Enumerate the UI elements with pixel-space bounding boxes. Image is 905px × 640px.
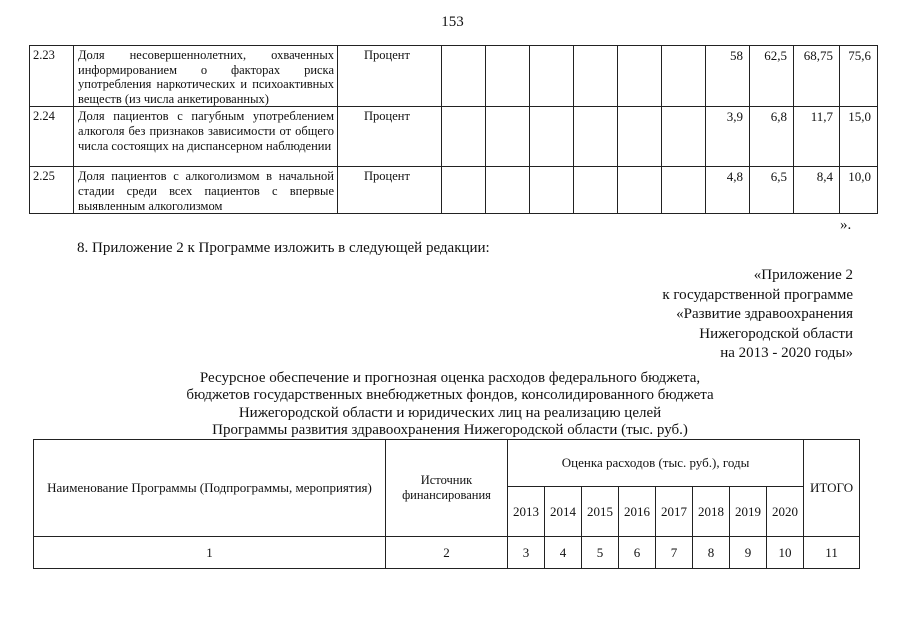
header-total: ИТОГО: [804, 440, 860, 537]
appendix-line: «Развитие здравоохранения: [676, 306, 853, 322]
empty-cell: [618, 46, 662, 107]
column-number: 3: [508, 537, 545, 569]
column-number: 1: [34, 537, 386, 569]
year-header: 2013: [508, 487, 545, 537]
header-program-name: Наименование Программы (Подпрограммы, мероприятия): [34, 440, 386, 537]
indicator-value: 75,6: [840, 46, 878, 107]
empty-cell: [442, 107, 486, 167]
empty-cell: [442, 46, 486, 107]
indicator-value: 6,8: [750, 107, 794, 167]
title-line: бюджетов государственных внебюджетных фондов, консолидированного бюджета: [186, 387, 714, 404]
indicator-value: 10,0: [840, 167, 878, 214]
empty-cell: [662, 167, 706, 214]
empty-cell: [530, 107, 574, 167]
header-expense-estimate: Оценка расходов (тыс. руб.), годы: [508, 440, 804, 487]
indicator-value: 58: [706, 46, 750, 107]
year-header: 2020: [767, 487, 804, 537]
paragraph-8: 8. Приложение 2 к Программе изложить в следующей редакции:: [77, 240, 490, 256]
empty-cell: [574, 167, 618, 214]
empty-cell: [530, 46, 574, 107]
indicator-number: 2.23: [30, 46, 74, 107]
title-line: Программы развития здравоохранения Нижегородской области (тыс. руб.): [212, 421, 688, 438]
empty-cell: [662, 46, 706, 107]
indicator-unit: Процент: [338, 107, 442, 167]
indicators-table: [29, 45, 878, 214]
indicator-value: 68,75: [794, 46, 840, 107]
appendix-line: на 2013 - 2020 годы»: [720, 345, 853, 361]
year-header: 2018: [693, 487, 730, 537]
appendix-line: к государственной программе: [662, 286, 853, 303]
resource-table: [33, 439, 860, 569]
empty-cell: [662, 107, 706, 167]
appendix-line: «Приложение 2: [753, 267, 853, 283]
empty-cell: [530, 167, 574, 214]
indicator-description: Доля пациентов с пагубным употреблением алкоголя без признаков зависимости от общего числа состоящих на диспансерном наблюдении: [74, 107, 338, 167]
section-title: [150, 370, 750, 439]
title-line: Нижегородской области и юридических лиц на реализацию целей: [238, 404, 662, 421]
year-header: 2019: [730, 487, 767, 537]
indicator-row: [30, 167, 878, 214]
indicator-unit: Процент: [338, 46, 442, 107]
column-number: 8: [693, 537, 730, 569]
empty-cell: [486, 46, 530, 107]
indicator-value: 4,8: [706, 167, 750, 214]
column-number: 7: [656, 537, 693, 569]
indicator-description: Доля несовершеннолетних, охваченных информированием о факторах риска употребления наркотических и психоактивных веществ (из числа анкетированных): [74, 46, 338, 107]
indicator-unit: Процент: [338, 167, 442, 214]
year-header: 2016: [619, 487, 656, 537]
indicator-value: 62,5: [750, 46, 794, 107]
empty-cell: [486, 167, 530, 214]
indicator-description: Доля пациентов с алкоголизмом в начальной стадии среди всех пациентов с впервые выявленным алкоголизмом: [74, 167, 338, 214]
title-line: Ресурсное обеспечение и прогнозная оценка расходов федерального бюджета,: [199, 370, 701, 386]
indicator-value: 15,0: [840, 107, 878, 167]
column-number: 4: [545, 537, 582, 569]
indicator-value: 3,9: [706, 107, 750, 167]
indicator-value: 11,7: [794, 107, 840, 167]
indicator-row: [30, 107, 878, 167]
column-number: 2: [386, 537, 508, 569]
empty-cell: [618, 167, 662, 214]
empty-cell: [442, 167, 486, 214]
year-header: 2015: [582, 487, 619, 537]
indicator-value: 6,5: [750, 167, 794, 214]
year-header: 2014: [545, 487, 582, 537]
header-funding-source: Источник финансирования: [386, 440, 508, 537]
indicator-row: [30, 46, 878, 107]
indicator-value: 8,4: [794, 167, 840, 214]
column-number: 11: [804, 537, 860, 569]
empty-cell: [618, 107, 662, 167]
year-header: 2017: [656, 487, 693, 537]
closing-quote: ».: [840, 217, 852, 233]
appendix-line: Нижегородской области: [699, 325, 853, 342]
column-number: 5: [582, 537, 619, 569]
page-number: 153: [441, 14, 464, 30]
column-number: 9: [730, 537, 767, 569]
indicator-number: 2.25: [30, 167, 74, 214]
empty-cell: [486, 107, 530, 167]
column-number: 10: [767, 537, 804, 569]
column-number: 6: [619, 537, 656, 569]
appendix-header: [662, 266, 853, 364]
empty-cell: [574, 107, 618, 167]
indicator-number: 2.24: [30, 107, 74, 167]
empty-cell: [574, 46, 618, 107]
